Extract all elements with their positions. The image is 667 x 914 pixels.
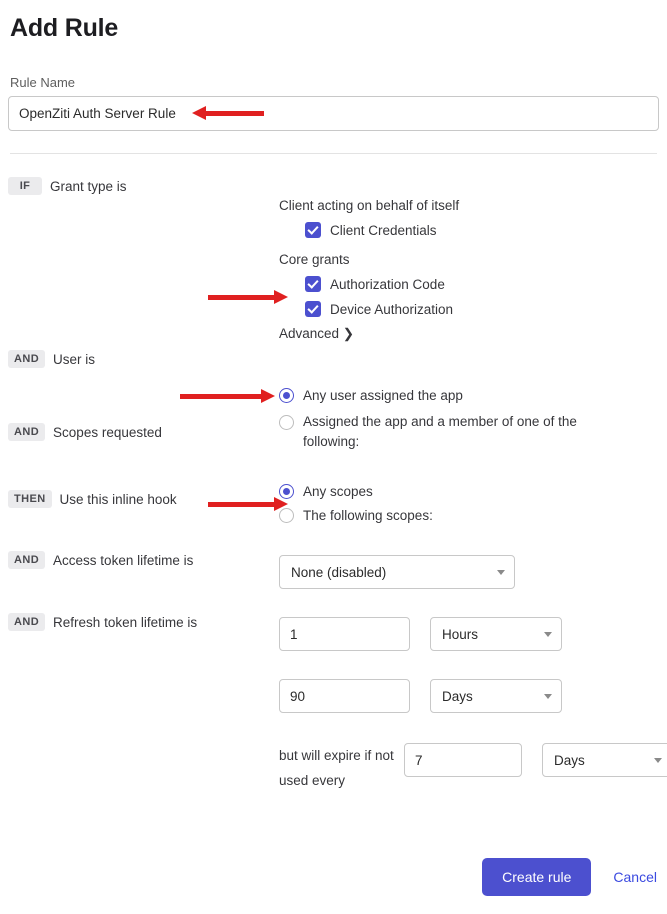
condition-chip-and-refresh-token: AND [8, 613, 45, 631]
cancel-button[interactable]: Cancel [613, 869, 657, 885]
chevron-down-icon [654, 758, 662, 763]
rule-row-label-refresh-token: Refresh token lifetime is [53, 615, 198, 630]
rule-row-label-scopes: Scopes requested [53, 425, 162, 440]
rule-row-label-access-token: Access token lifetime is [53, 553, 194, 568]
condition-chip-then: THEN [8, 490, 52, 508]
rule-row-label-grant-type: Grant type is [50, 179, 127, 194]
radio-selected-icon[interactable] [279, 484, 294, 499]
option-device-authorization[interactable] [305, 301, 459, 317]
advanced-grants-toggle[interactable]: Advanced ❯ [279, 326, 355, 341]
access-token-controls [279, 617, 562, 651]
chevron-down-icon [497, 570, 505, 575]
create-rule-button[interactable]: Create rule [482, 858, 591, 896]
option-label-device-authorization: Device Authorization [330, 301, 454, 317]
refresh-token-expiry-input[interactable] [404, 743, 522, 777]
annotation-arrow-any-user [180, 390, 280, 402]
section-divider [10, 153, 657, 154]
condition-chip-and-user: AND [8, 350, 45, 368]
scopes-options [279, 484, 433, 532]
checkbox-checked-icon[interactable] [305, 222, 321, 238]
inline-hook-control [279, 555, 515, 589]
option-assigned-and-member[interactable] [279, 412, 633, 452]
condition-chip-if: IF [8, 177, 42, 195]
option-any-scopes[interactable] [279, 484, 433, 499]
grant-group-title-client: Client acting on behalf of itself [279, 198, 460, 213]
rule-row-label-user-is: User is [53, 352, 96, 367]
rule-row-grant-type [8, 176, 659, 195]
option-any-user-assigned[interactable] [279, 388, 633, 403]
radio-unselected-icon[interactable] [279, 508, 294, 523]
refresh-token-lifetime-input[interactable] [279, 679, 410, 713]
refresh-token-expiry-unit-value: Days [554, 752, 585, 768]
user-is-options [279, 388, 633, 461]
access-token-unit-select[interactable] [430, 617, 562, 651]
checkbox-checked-icon[interactable] [305, 276, 321, 292]
radio-unselected-icon[interactable] [279, 415, 294, 430]
access-token-unit-value: Hours [442, 626, 479, 642]
refresh-token-unit-value: Days [442, 688, 473, 704]
condition-chip-and-scopes: AND [8, 423, 45, 441]
refresh-token-unit-select[interactable] [430, 679, 562, 713]
option-client-credentials[interactable] [305, 222, 459, 238]
checkbox-checked-icon[interactable] [305, 301, 321, 317]
refresh-token-controls [279, 679, 562, 713]
chevron-down-icon [544, 632, 552, 637]
radio-selected-icon[interactable] [279, 388, 294, 403]
option-label-following-scopes: The following scopes: [303, 508, 433, 523]
option-label-any-user: Any user assigned the app [303, 388, 463, 403]
refresh-token-expiry-note: but will expire if not used every [279, 748, 394, 788]
refresh-token-expiry-unit-select[interactable] [542, 743, 667, 777]
chevron-down-icon [544, 694, 552, 699]
grant-type-options [279, 198, 459, 342]
condition-chip-and-access-token: AND [8, 551, 45, 569]
option-label-authorization-code: Authorization Code [330, 276, 445, 292]
inline-hook-select[interactable] [279, 555, 515, 589]
option-authorization-code[interactable] [305, 276, 459, 292]
option-label-any-scopes: Any scopes [303, 484, 373, 499]
option-label-assigned-member: Assigned the app and a member of one of the following: [303, 414, 577, 449]
rule-row-label-inline-hook: Use this inline hook [59, 492, 177, 507]
access-token-lifetime-input[interactable] [279, 617, 410, 651]
option-label-client-credentials: Client Credentials [330, 222, 437, 238]
form-footer [0, 858, 667, 896]
rule-row-user-is [8, 349, 659, 368]
refresh-token-expiry-controls [279, 743, 667, 793]
grant-group-title-core: Core grants [279, 252, 350, 267]
page-title: Add Rule [10, 14, 119, 42]
rule-name-label: Rule Name [10, 75, 76, 90]
option-following-scopes[interactable] [279, 508, 433, 523]
inline-hook-select-value: None (disabled) [291, 564, 387, 580]
rule-name-input[interactable] [8, 96, 659, 131]
add-rule-page [0, 14, 667, 914]
